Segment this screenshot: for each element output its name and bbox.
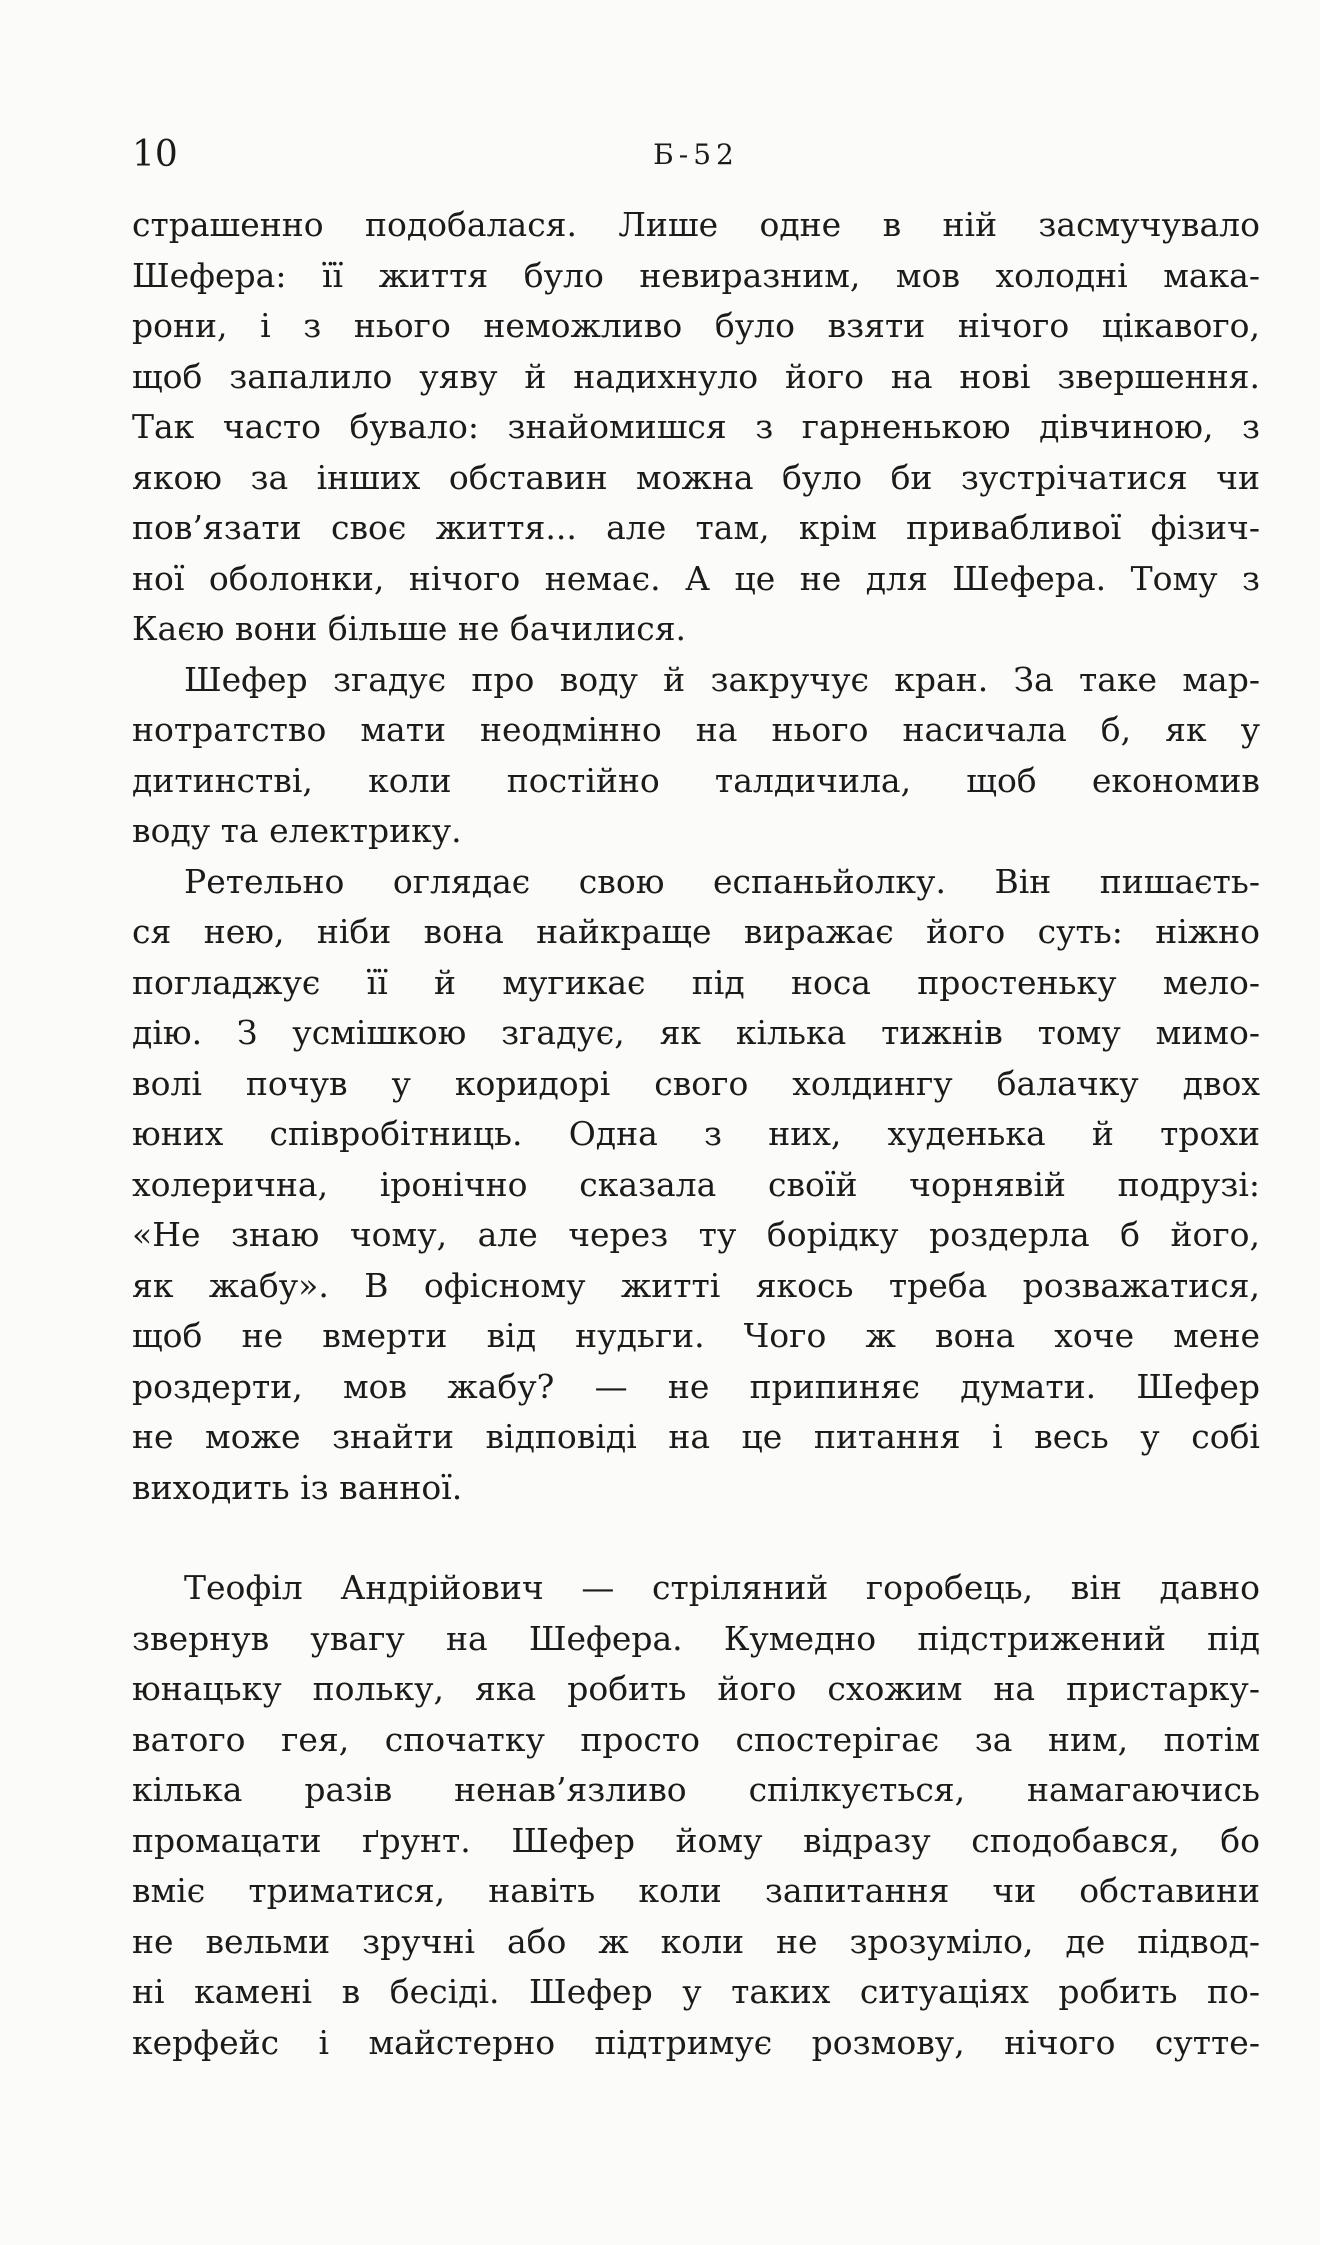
text-line: керфейс і майстерно підтримує розмову, нічого сутте- — [132, 2022, 1260, 2062]
running-head — [132, 130, 1260, 180]
text-line: кілька разів ненав’язливо спілкується, намагаючись — [132, 1770, 1260, 1809]
text-line: Ретельно оглядає свою еспаньйолку. Він пишаєть- — [184, 861, 1260, 901]
text-line: погладжує її й мугикає під носа простеньку мело- — [132, 962, 1260, 1002]
book-title: Б-52 — [653, 138, 739, 171]
paragraph — [132, 857, 1260, 1514]
text-line: Каєю вони більше не бачилися. — [132, 609, 687, 648]
text-line: вміє триматися, навіть коли запитання чи обставини — [132, 1871, 1260, 1910]
text-line: ся нею, ніби вона найкраще виражає його суть: ніжно — [132, 912, 1260, 951]
text-line: нотратство мати неодмінно на нього насичала б, як у — [132, 710, 1260, 749]
text-line: не може знайти відповіді на це питання і весь у собі — [132, 1417, 1260, 1456]
text-line: не вельми зручні або ж коли не зрозуміло, де підвод- — [132, 1921, 1260, 1961]
page-number: 10 — [132, 134, 178, 175]
text-line: юних співробітниць. Одна з них, худенька й трохи — [132, 1114, 1260, 1153]
text-line: рони, і з нього неможливо було взяти нічого цікавого, — [132, 306, 1260, 345]
text-line: промацати ґрунт. Шефер йому відразу сподобався, бо — [132, 1820, 1260, 1860]
text-line: щоб запалило уяву й надихнуло його на нові звершення. — [132, 356, 1260, 396]
text-line: Теофіл Андрійович — стріляний горобець, він давно — [184, 1568, 1260, 1607]
text-line: ні камені в бесіді. Шефер у таких ситуаціях робить по- — [132, 1972, 1260, 2011]
text-line: Так часто бувало: знайомишся з гарненькою дівчиною, з — [132, 407, 1260, 446]
text-line: Шефер згадує про воду й закручує кран. За таке мар- — [184, 659, 1260, 699]
text-line: волі почув у коридорі свого холдингу балачку двох — [132, 1063, 1260, 1103]
body-text — [132, 200, 1260, 2068]
section-break — [132, 1513, 1260, 1563]
text-line: пов’язати своє життя... але там, крім привабливої фізич- — [132, 508, 1260, 547]
text-line: дію. З усмішкою згадує, як кілька тижнів тому мимо- — [132, 1013, 1260, 1052]
text-line: Шефера: її життя було невиразним, мов холодні мака- — [132, 255, 1260, 295]
text-line: воду та електрику. — [132, 811, 462, 850]
text-line: звернув увагу на Шефера. Кумедно підстрижений під — [132, 1618, 1260, 1658]
text-line: юнацьку польку, яка робить його схожим на пристарку- — [132, 1669, 1260, 1708]
paragraph — [132, 200, 1260, 655]
text-line: роздерти, мов жабу? — не припиняє думати. Шефер — [132, 1366, 1260, 1406]
text-line: як жабу». В офісному житті якось треба розважатися, — [132, 1265, 1260, 1305]
text-line: холерична, іронічно сказала своїй чорнявій подрузі: — [132, 1164, 1260, 1204]
text-line: щоб не вмерти від нудьги. Чого ж вона хоче мене — [132, 1316, 1260, 1355]
text-line: дитинстві, коли постійно талдичила, щоб економив — [132, 760, 1260, 800]
text-line: страшенно подобалася. Лише одне в ній засмучувало — [132, 205, 1260, 244]
text-line: ватого гея, спочатку просто спостерігає за ним, потім — [132, 1719, 1260, 1759]
paragraph — [132, 1563, 1260, 2068]
text-line: ної оболонки, нічого немає. А це не для Шефера. Тому з — [132, 558, 1260, 598]
paragraph — [132, 655, 1260, 857]
text-line: виходить із ванної. — [132, 1467, 463, 1507]
text-line: якою за інших обставин можна було би зустрічатися чи — [132, 457, 1260, 497]
text-line: «Не знаю чому, але через ту борідку роздерла б його, — [132, 1215, 1260, 1254]
